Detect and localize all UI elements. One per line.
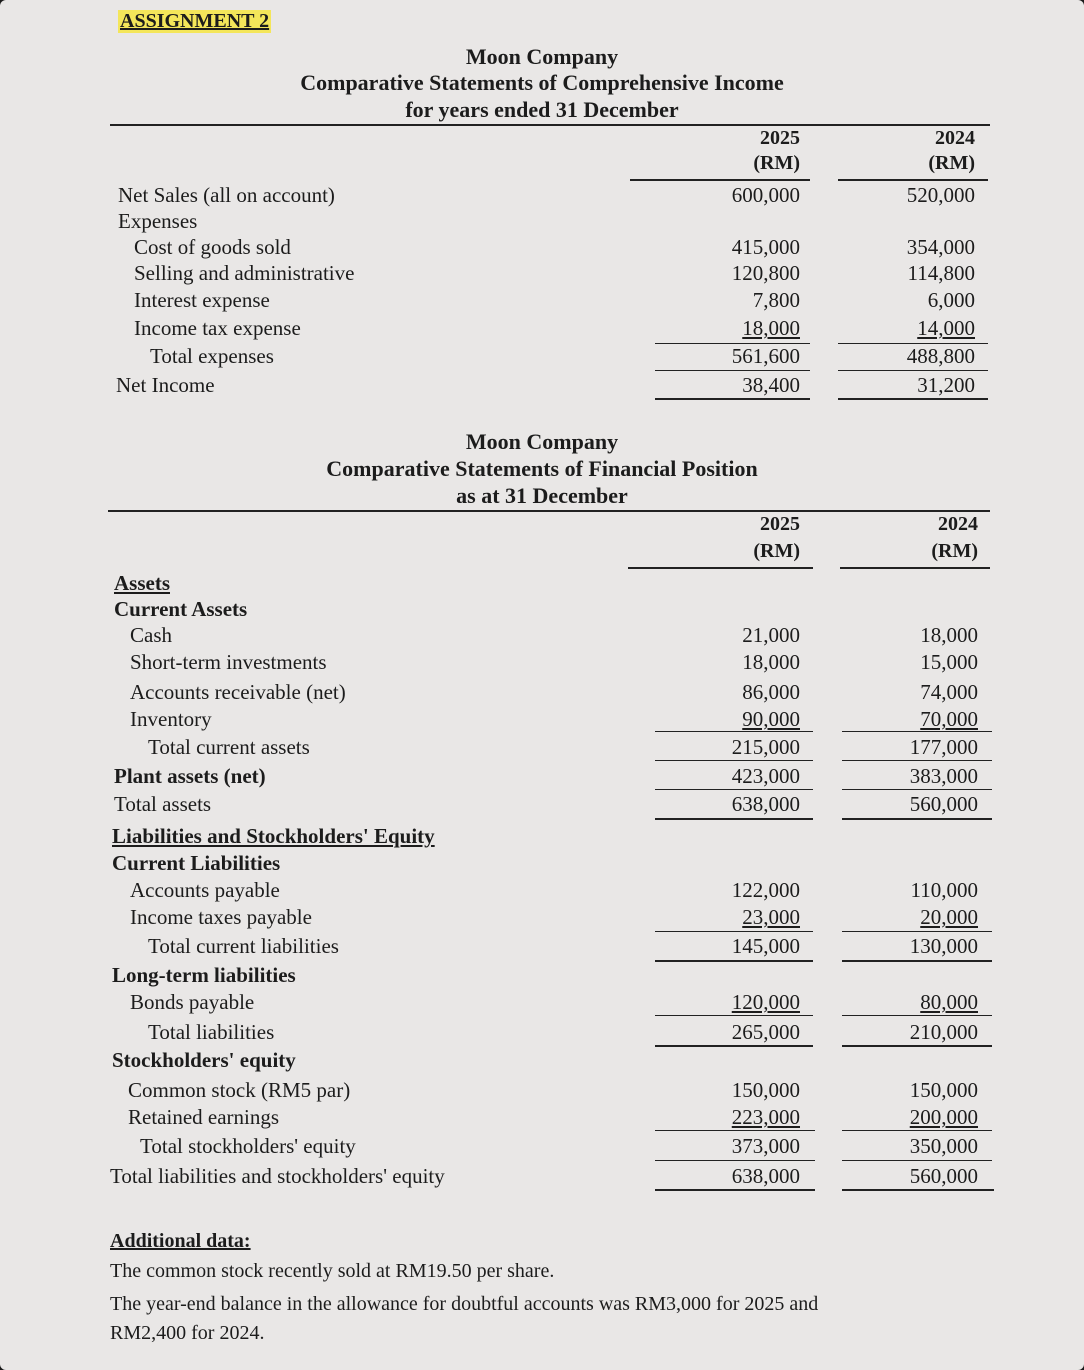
position-row-label: Retained earnings (128, 1105, 280, 1129)
position-row-label: Short-term investments (130, 650, 327, 674)
income-net-rule-2024 (838, 398, 988, 400)
position-rule-2024 (842, 731, 992, 732)
position-row-value-2024: 200,000 (909, 1105, 978, 1129)
position-period: as at 31 December (456, 483, 628, 508)
position-row-label: Common stock (RM5 par) (128, 1078, 351, 1102)
income-net-value-2025: 38,400 (742, 373, 800, 397)
position-row-label: Bonds payable (130, 990, 255, 1014)
plant-assets-2025: 423,000 (731, 764, 800, 788)
total-liabilities-label: Total liabilities (148, 1020, 275, 1044)
position-rule-2025 (655, 789, 813, 790)
income-net-label: Net Income (116, 373, 215, 397)
position-rule-2025 (655, 731, 813, 732)
stockholders-equity-heading: Stockholders' equity (112, 1048, 296, 1072)
income-row-value-2024: 520,000 (906, 183, 975, 207)
total-liabilities-equity-double-rule-2025 (655, 1189, 815, 1191)
plant-assets-label: Plant assets (net) (114, 764, 266, 788)
income-col-2025-header-rule (630, 179, 810, 181)
income-row-value-2024: 354,000 (906, 235, 975, 259)
position-rule-2024 (842, 1160, 992, 1161)
income-total-value-2025: 561,600 (731, 344, 800, 368)
current-liabilities-heading: Current Liabilities (112, 851, 281, 875)
income-total-value-2024: 488,800 (906, 344, 975, 368)
position-statement-title: Comparative Statements of Financial Position (326, 456, 758, 481)
income-period: for years ended 31 December (405, 97, 679, 122)
position-rule-2024 (842, 760, 992, 761)
position-row-value-2025: 150,000 (731, 1078, 800, 1102)
income-row-value-2025: 415,000 (731, 235, 800, 259)
position-col-2024-unit: (RM) (931, 540, 978, 562)
income-row-value-2025: 7,800 (752, 288, 800, 312)
income-top-rule (110, 124, 990, 126)
position-row-value-2024: 20,000 (920, 905, 978, 929)
position-row-value-2025: 120,000 (731, 990, 800, 1014)
total-stockholders-equity-label: Total stockholders' equity (140, 1134, 356, 1158)
income-net-value-2024: 31,200 (917, 373, 975, 397)
position-row-value-2025: 122,000 (731, 878, 800, 902)
total-liabilities-equity-2024: 560,000 (909, 1164, 978, 1188)
total-current-assets-2025: 215,000 (731, 735, 800, 759)
income-row-value-2025: 120,800 (731, 261, 800, 285)
income-total-label: Total expenses (150, 344, 274, 368)
position-row-label: Cash (130, 623, 172, 647)
additional-data-line: RM2,400 for 2024. (110, 1322, 265, 1344)
total-liabilities-equity-2025: 638,000 (731, 1164, 800, 1188)
income-row-value-2025: 600,000 (731, 183, 800, 207)
liabilities-equity-heading: Liabilities and Stockholders' Equity (112, 824, 435, 848)
position-row-value-2025: 86,000 (742, 680, 800, 704)
position-row-value-2024: 80,000 (920, 990, 978, 1014)
income-row-label: Net Sales (all on account) (118, 183, 335, 207)
position-top-rule (108, 510, 990, 512)
income-row-label: Selling and administrative (134, 261, 355, 285)
income-row-label: Income tax expense (134, 316, 301, 340)
position-rule-2025 (655, 1015, 813, 1016)
position-row-value-2024: 74,000 (920, 680, 978, 704)
position-rule-2024 (842, 1015, 992, 1016)
position-rule-2025 (655, 1045, 813, 1047)
position-row-label: Accounts payable (130, 878, 280, 902)
position-row-value-2024: 15,000 (920, 650, 978, 674)
income-section-heading: Expenses (118, 209, 198, 233)
total-current-liabilities-2024: 130,000 (909, 934, 978, 958)
additional-data-heading: Additional data: (110, 1230, 251, 1252)
position-col-2025-header-rule (628, 567, 813, 569)
assets-heading: Assets (114, 571, 170, 595)
position-row-value-2025: 223,000 (731, 1105, 800, 1129)
income-statement-title: Comparative Statements of Comprehensive Income (300, 70, 784, 95)
total-assets-2025: 638,000 (731, 792, 800, 816)
total-assets-double-rule-2024 (842, 818, 992, 820)
position-rule-2024 (842, 1130, 992, 1131)
total-liabilities-2024: 210,000 (909, 1020, 978, 1044)
income-col-2025-unit: (RM) (753, 152, 800, 174)
income-row-value-2025: 18,000 (742, 316, 800, 340)
position-row-value-2025: 21,000 (742, 623, 800, 647)
position-row-value-2025: 18,000 (742, 650, 800, 674)
income-company-name: Moon Company (465, 44, 619, 69)
total-stockholders-equity-2024: 350,000 (909, 1134, 978, 1158)
position-row-value-2024: 18,000 (920, 623, 978, 647)
income-net-rule-2025 (655, 398, 810, 400)
total-assets-double-rule-2025 (655, 818, 813, 820)
additional-data-line: The year-end balance in the allowance for doubtful accounts was RM3,000 for 2025 and (110, 1293, 819, 1315)
income-col-2024-year: 2024 (935, 127, 975, 149)
position-row-value-2024: 70,000 (920, 707, 978, 731)
income-row-label: Cost of goods sold (134, 235, 291, 259)
current-assets-heading: Current Assets (114, 597, 248, 621)
total-current-liabilities-label: Total current liabilities (148, 934, 339, 958)
income-row-value-2024: 114,800 (907, 261, 975, 285)
position-rule-2024 (842, 931, 992, 932)
total-stockholders-equity-2025: 373,000 (731, 1134, 800, 1158)
position-rule-2025 (655, 760, 813, 761)
position-company-name: Moon Company (465, 429, 619, 454)
position-row-value-2025: 90,000 (742, 707, 800, 731)
position-row-label: Income taxes payable (130, 905, 312, 929)
position-row-value-2024: 150,000 (909, 1078, 978, 1102)
position-row-value-2024: 110,000 (910, 878, 978, 902)
position-col-2025-unit: (RM) (753, 540, 800, 562)
total-liabilities-equity-double-rule-2024 (842, 1189, 994, 1191)
income-col-2025-year: 2025 (760, 127, 800, 149)
total-assets-label: Total assets (114, 792, 212, 816)
position-row-label: Accounts receivable (net) (130, 680, 346, 704)
income-total-rule-2024 (838, 370, 988, 371)
total-current-liabilities-2025: 145,000 (731, 934, 800, 958)
income-row-label: Interest expense (134, 288, 270, 312)
position-col-2024-year: 2024 (938, 513, 978, 535)
position-rule-2024 (842, 1045, 992, 1047)
income-row-value-2024: 6,000 (927, 288, 975, 312)
long-term-liabilities-heading: Long-term liabilities (112, 963, 296, 987)
income-total-rule-2025 (655, 370, 810, 371)
total-assets-2024: 560,000 (909, 792, 978, 816)
income-row-value-2024: 14,000 (917, 316, 975, 340)
income-col-2024-header-rule (838, 179, 988, 181)
position-rule-2025 (655, 1130, 815, 1131)
position-rule-2025 (655, 1160, 815, 1161)
total-liabilities-equity-label: Total liabilities and stockholders' equity (110, 1164, 445, 1188)
position-col-2024-header-rule (840, 567, 990, 569)
position-row-value-2025: 23,000 (742, 905, 800, 929)
total-current-assets-label: Total current assets (148, 735, 310, 759)
position-rule-2025 (655, 931, 813, 932)
position-rule-2025 (655, 960, 813, 962)
position-row-label: Inventory (130, 707, 212, 731)
additional-data-line: The common stock recently sold at RM19.50 per share. (110, 1260, 555, 1282)
position-rule-2024 (842, 960, 992, 962)
total-liabilities-2025: 265,000 (731, 1020, 800, 1044)
income-col-2024-unit: (RM) (928, 152, 975, 174)
position-col-2025-year: 2025 (760, 513, 800, 535)
total-current-assets-2024: 177,000 (909, 735, 978, 759)
assignment-label: ASSIGNMENT 2 (120, 10, 270, 32)
position-rule-2024 (842, 789, 992, 790)
plant-assets-2024: 383,000 (909, 764, 978, 788)
